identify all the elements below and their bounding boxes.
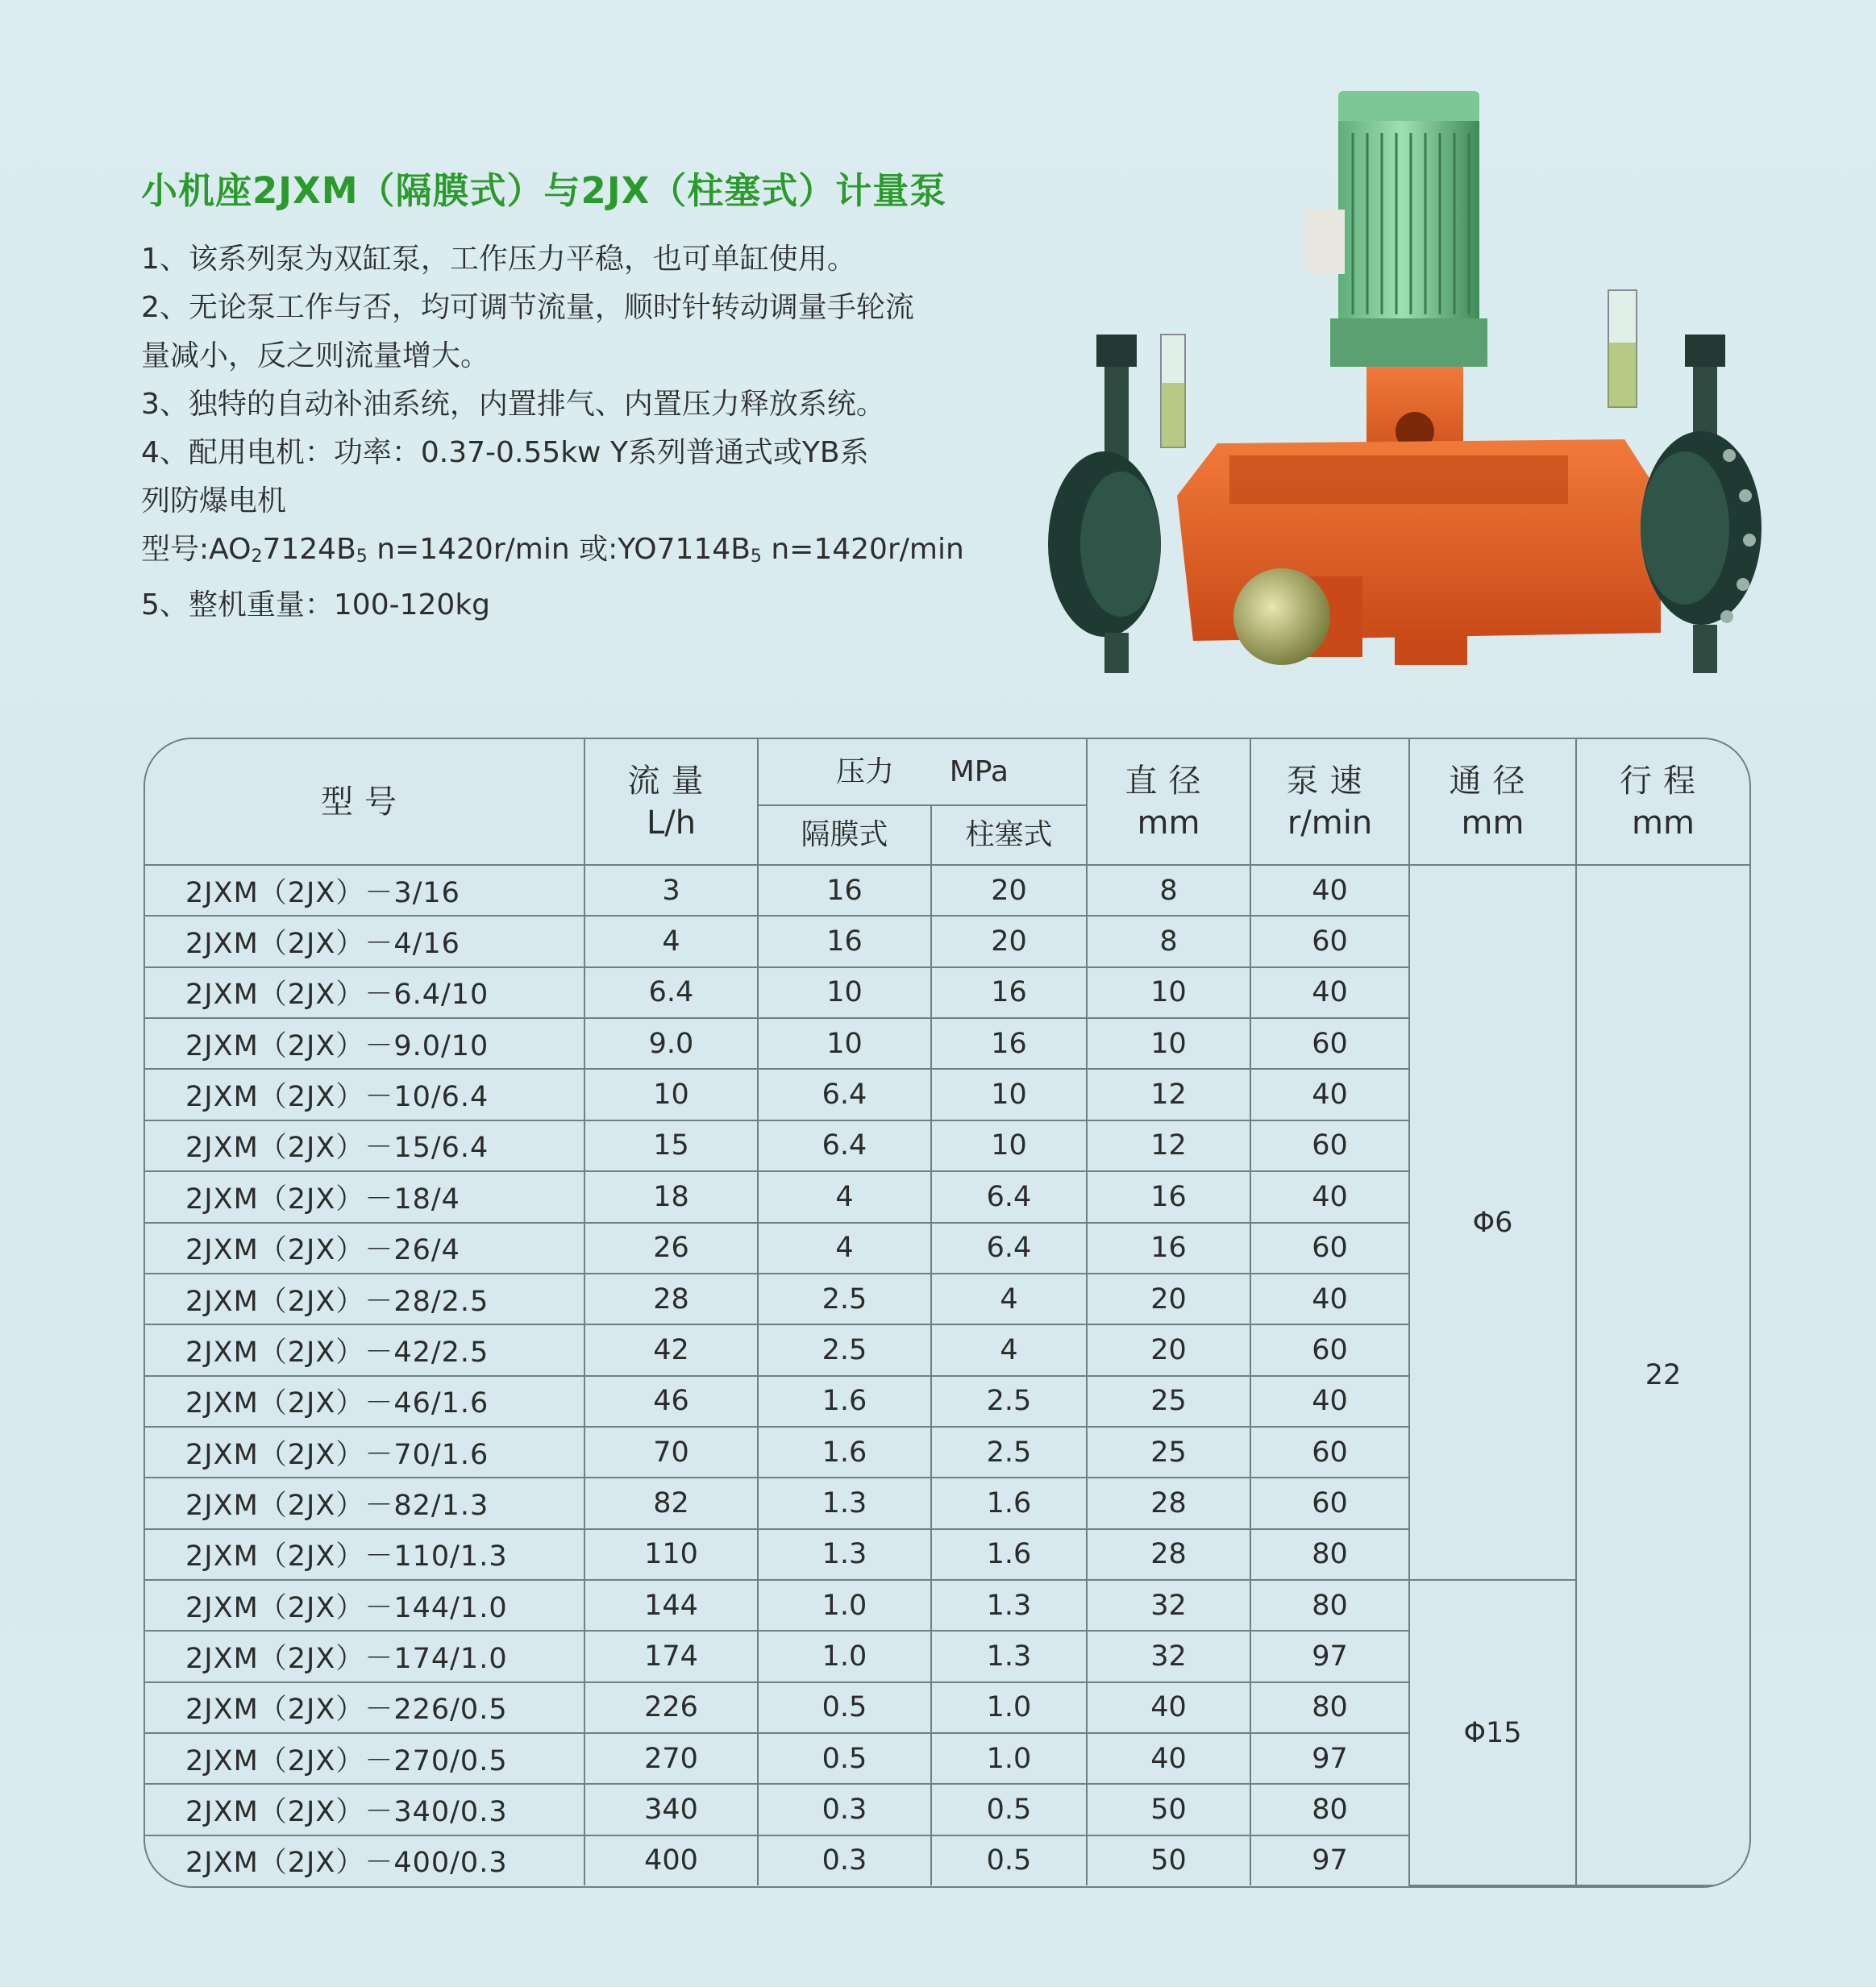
cell-diameter: 25 (1087, 1427, 1250, 1478)
cell-flow: 6.4 (584, 967, 758, 1018)
cell-model: 2JXM（2JX）－3/16 (145, 865, 584, 916)
cell-diaphragm-pressure: 1.0 (758, 1631, 931, 1681)
cell-diaphragm-pressure: 10 (758, 967, 931, 1018)
cell-plunger-pressure: 0.5 (931, 1784, 1087, 1835)
cell-flow: 174 (584, 1631, 758, 1681)
cell-flow: 9.0 (584, 1018, 758, 1069)
cell-speed: 97 (1250, 1733, 1409, 1784)
table-row (145, 865, 1749, 916)
cell-plunger-pressure: 6.4 (931, 1171, 1087, 1222)
cell-diaphragm-pressure: 1.6 (758, 1427, 931, 1478)
feature-4-line-1: 4、配用电机：功率：0.37-0.55kw Y系列普通式或YB系 (141, 436, 869, 469)
header-flow-label: 流量 (627, 762, 715, 800)
cell-speed: 40 (1250, 865, 1409, 916)
cell-diameter: 8 (1087, 865, 1250, 916)
feature-4-line-2: 列防爆电机 (141, 484, 287, 518)
cell-speed: 60 (1250, 1120, 1409, 1171)
cell-plunger-pressure: 1.0 (931, 1682, 1087, 1733)
header-speed (1250, 739, 1409, 865)
cell-model: 2JXM（2JX）－174/1.0 (145, 1631, 584, 1681)
feature-5: 5、整机重量：100-120kg (141, 588, 491, 621)
header-pressure (758, 739, 1087, 805)
cell-speed: 60 (1250, 1223, 1409, 1274)
cell-plunger-pressure: 16 (931, 967, 1087, 1018)
cell-flow: 26 (584, 1223, 758, 1274)
feature-3: 3、独特的自动补油系统，内置排气、内置压力释放系统。 (141, 388, 885, 421)
cell-diameter: 8 (1087, 916, 1250, 966)
cell-model: 2JXM（2JX）－18/4 (145, 1171, 584, 1222)
cell-diaphragm-pressure: 1.6 (758, 1376, 931, 1427)
cell-diaphragm-pressure: 0.5 (758, 1733, 931, 1784)
header-pressure-unit: MPa (949, 754, 1009, 788)
cell-diaphragm-pressure: 1.3 (758, 1478, 931, 1528)
cell-plunger-pressure: 10 (931, 1120, 1087, 1171)
cell-diameter: 16 (1087, 1171, 1250, 1222)
cell-speed: 97 (1250, 1631, 1409, 1681)
cell-diameter: 40 (1087, 1682, 1250, 1733)
cell-model: 2JXM（2JX）－15/6.4 (145, 1120, 584, 1171)
cell-plunger-pressure: 6.4 (931, 1223, 1087, 1274)
cell-diaphragm-pressure: 4 (758, 1171, 931, 1222)
cell-diaphragm-pressure: 2.5 (758, 1274, 931, 1324)
cell-speed: 60 (1250, 1324, 1409, 1375)
header-speed-label: 泵速 (1286, 762, 1374, 800)
cell-diaphragm-pressure: 0.3 (758, 1835, 931, 1885)
cell-flow: 42 (584, 1324, 758, 1375)
cell-model: 2JXM（2JX）－26/4 (145, 1223, 584, 1274)
cell-plunger-pressure: 1.6 (931, 1529, 1087, 1580)
cell-diaphragm-pressure: 2.5 (758, 1324, 931, 1375)
cell-speed: 80 (1250, 1529, 1409, 1580)
cell-diaphragm-pressure: 16 (758, 865, 931, 916)
cell-model: 2JXM（2JX）－9.0/10 (145, 1018, 584, 1069)
motor-model-sub-3: 5 (750, 547, 762, 567)
cell-diameter: 12 (1087, 1069, 1250, 1120)
cell-plunger-pressure: 4 (931, 1324, 1087, 1375)
header-diameter-unit: mm (1137, 804, 1200, 842)
cell-flow: 70 (584, 1427, 758, 1478)
table-row (145, 1580, 1749, 1631)
cell-model: 2JXM（2JX）－270/0.5 (145, 1733, 584, 1784)
cell-speed: 97 (1250, 1835, 1409, 1885)
cell-plunger-pressure: 16 (931, 1018, 1087, 1069)
cell-flow: 15 (584, 1120, 758, 1171)
cell-flow: 226 (584, 1682, 758, 1733)
header-flow-unit: L/h (646, 804, 697, 842)
cell-model: 2JXM（2JX）－226/0.5 (145, 1682, 584, 1733)
cell-model: 2JXM（2JX）－46/1.6 (145, 1376, 584, 1427)
cell-flow: 10 (584, 1069, 758, 1120)
cell-speed: 80 (1250, 1682, 1409, 1733)
cell-diameter: 40 (1087, 1733, 1250, 1784)
cell-model: 2JXM（2JX）－400/0.3 (145, 1835, 584, 1885)
cell-diameter: 10 (1087, 1018, 1250, 1069)
cell-diameter: 12 (1087, 1120, 1250, 1171)
cell-flow: 144 (584, 1580, 758, 1631)
header-bore-unit: mm (1461, 804, 1525, 842)
spec-table-body (145, 865, 1749, 1885)
cell-bore: Φ6 (1409, 865, 1576, 1580)
header-bore-label: 通径 (1449, 762, 1537, 800)
feature-2-line-2: 量减小，反之则流量增大。 (141, 339, 490, 372)
cell-plunger-pressure: 1.6 (931, 1478, 1087, 1528)
cell-diaphragm-pressure: 16 (758, 916, 931, 966)
cell-plunger-pressure: 20 (931, 916, 1087, 966)
feature-list (141, 235, 1084, 630)
header-diameter (1087, 739, 1250, 865)
cell-flow: 110 (584, 1529, 758, 1580)
header-speed-unit: r/min (1287, 804, 1373, 842)
cell-speed: 60 (1250, 1478, 1409, 1528)
cell-speed: 40 (1250, 1274, 1409, 1324)
motor-model-line (141, 526, 1084, 581)
cell-model: 2JXM（2JX）－340/0.3 (145, 1784, 584, 1835)
cell-model: 2JXM（2JX）－82/1.3 (145, 1478, 584, 1528)
page-title: 小机座2JXM（隔膜式）与2JX（柱塞式）计量泵 (141, 169, 947, 212)
cell-speed: 40 (1250, 1376, 1409, 1427)
header-diameter-label: 直径 (1125, 762, 1213, 800)
header-diaphragm: 隔膜式 (758, 805, 931, 865)
cell-speed: 80 (1250, 1580, 1409, 1631)
cell-speed: 60 (1250, 1427, 1409, 1478)
cell-model: 2JXM（2JX）－4/16 (145, 916, 584, 966)
feature-1: 1、该系列泵为双缸泵，工作压力平稳，也可单缸使用。 (141, 243, 856, 276)
cell-diaphragm-pressure: 1.0 (758, 1580, 931, 1631)
cell-speed: 60 (1250, 916, 1409, 966)
cell-flow: 28 (584, 1274, 758, 1324)
header-plunger: 柱塞式 (931, 805, 1087, 865)
cell-diaphragm-pressure: 10 (758, 1018, 931, 1069)
cell-flow: 46 (584, 1376, 758, 1427)
motor-model-part-3: n=1420r/min 或:YO7114B (367, 533, 751, 566)
cell-model: 2JXM（2JX）－28/2.5 (145, 1274, 584, 1324)
motor-model-part-4: n=1420r/min (761, 533, 964, 566)
spec-table (145, 739, 1749, 1886)
cell-flow: 3 (584, 865, 758, 916)
cell-plunger-pressure: 1.3 (931, 1580, 1087, 1631)
cell-diameter: 25 (1087, 1376, 1250, 1427)
cell-model: 2JXM（2JX）－6.4/10 (145, 967, 584, 1018)
motor-model-sub-2: 5 (356, 547, 368, 567)
header-stroke-unit: mm (1632, 804, 1695, 842)
metering-pump-photo (1048, 77, 1766, 673)
cell-model: 2JXM（2JX）－42/2.5 (145, 1324, 584, 1375)
spec-table-container (144, 738, 1751, 1888)
motor-model-sub-1: 2 (251, 547, 263, 567)
cell-model: 2JXM（2JX）－10/6.4 (145, 1069, 584, 1120)
cell-model: 2JXM（2JX）－70/1.6 (145, 1427, 584, 1478)
cell-plunger-pressure: 1.0 (931, 1733, 1087, 1784)
motor-model-part-2: 7124B (262, 533, 356, 566)
motor-model-part-1: 型号:AO (141, 533, 252, 566)
cell-flow: 4 (584, 916, 758, 966)
cell-plunger-pressure: 10 (931, 1069, 1087, 1120)
cell-plunger-pressure: 1.3 (931, 1631, 1087, 1681)
cell-plunger-pressure: 2.5 (931, 1427, 1087, 1478)
cell-diaphragm-pressure: 6.4 (758, 1120, 931, 1171)
feature-2-line-1: 2、无论泵工作与否，均可调节流量，顺时针转动调量手轮流 (141, 291, 914, 324)
cell-speed: 60 (1250, 1018, 1409, 1069)
header-bore (1409, 739, 1576, 865)
cell-diaphragm-pressure: 6.4 (758, 1069, 931, 1120)
cell-diameter: 50 (1087, 1835, 1250, 1885)
cell-model: 2JXM（2JX）－110/1.3 (145, 1529, 584, 1580)
cell-plunger-pressure: 2.5 (931, 1376, 1087, 1427)
cell-model: 2JXM（2JX）－144/1.0 (145, 1580, 584, 1631)
cell-diaphragm-pressure: 1.3 (758, 1529, 931, 1580)
cell-diaphragm-pressure: 0.3 (758, 1784, 931, 1835)
cell-diameter: 10 (1087, 967, 1250, 1018)
header-model: 型号 (145, 739, 584, 865)
cell-diameter: 20 (1087, 1324, 1250, 1375)
cell-plunger-pressure: 4 (931, 1274, 1087, 1324)
cell-speed: 40 (1250, 967, 1409, 1018)
cell-stroke: 22 (1576, 865, 1749, 1885)
cell-diameter: 20 (1087, 1274, 1250, 1324)
cell-flow: 340 (584, 1784, 758, 1835)
cell-flow: 400 (584, 1835, 758, 1885)
cell-diameter: 32 (1087, 1631, 1250, 1681)
cell-flow: 270 (584, 1733, 758, 1784)
header-pressure-label: 压力 (836, 754, 895, 788)
cell-diameter: 32 (1087, 1580, 1250, 1631)
cell-speed: 40 (1250, 1171, 1409, 1222)
cell-plunger-pressure: 20 (931, 865, 1087, 916)
header-stroke (1576, 739, 1749, 865)
cell-flow: 82 (584, 1478, 758, 1528)
cell-diameter: 50 (1087, 1784, 1250, 1835)
cell-flow: 18 (584, 1171, 758, 1222)
cell-diaphragm-pressure: 4 (758, 1223, 931, 1274)
cell-speed: 40 (1250, 1069, 1409, 1120)
cell-diameter: 16 (1087, 1223, 1250, 1274)
header-stroke-label: 行程 (1620, 762, 1707, 800)
cell-diaphragm-pressure: 0.5 (758, 1682, 931, 1733)
header-flow (584, 739, 758, 865)
cell-diameter: 28 (1087, 1478, 1250, 1528)
cell-bore: Φ15 (1409, 1580, 1576, 1885)
cell-plunger-pressure: 0.5 (931, 1835, 1087, 1885)
cell-diameter: 28 (1087, 1529, 1250, 1580)
cell-speed: 80 (1250, 1784, 1409, 1835)
